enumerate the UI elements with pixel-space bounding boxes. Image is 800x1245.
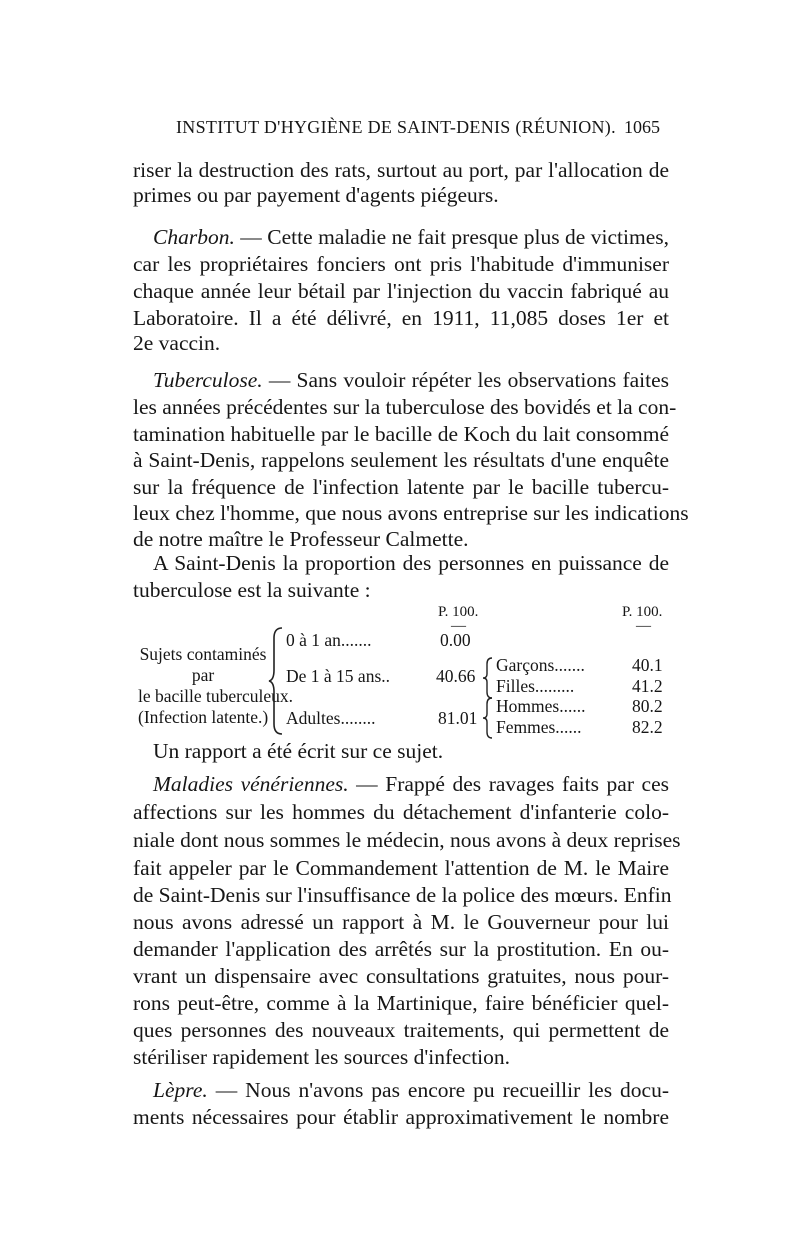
line-text: de Saint-Denis sur l'insuffisance de la police des mœurs. Enfin [133, 883, 672, 907]
text-line [133, 446, 669, 474]
line-text: fait appeler par le Commandement l'attention de M. le Maire [133, 856, 669, 880]
text-line [133, 250, 669, 278]
line-text: riser la destruction des rats, surtout au port, par l'allocation de [133, 158, 669, 182]
row-value: 0.00 [440, 630, 471, 650]
text-line [133, 908, 669, 936]
brace [482, 697, 494, 739]
line-text: nous avons adressé un rapport à M. le Gouverneur pour lui [133, 910, 669, 934]
text-line [133, 1016, 669, 1044]
text-line [133, 499, 689, 527]
text-line [133, 935, 669, 963]
sub-row-value: 80.2 [632, 696, 663, 716]
text-line [133, 576, 669, 604]
col-dash-1: — [451, 618, 466, 634]
line-text: — Sans vouloir répéter les observations faites [262, 368, 669, 392]
page-number: 1065 [624, 117, 660, 137]
text-line [133, 329, 669, 357]
sub-row-value: 82.2 [632, 717, 663, 737]
stub-line: par [191, 665, 215, 685]
line-text: vrant un dispensaire avec consultations gratuites, nous pour- [133, 964, 669, 988]
line-text: à Saint-Denis, rappelons seulement les résultats d'une enquête [133, 448, 669, 472]
line-text: ques personnes des nouveaux traitements, qui permettent de [133, 1018, 669, 1042]
text-line [133, 304, 669, 332]
text-line [133, 881, 672, 909]
row-label: De 1 à 15 ans.. [286, 666, 391, 686]
line-text: affections sur les hommes du détachement d'infanterie colo- [133, 800, 669, 824]
section-lead: Maladies vénériennes. [153, 772, 349, 796]
line-text: rons peut-être, comme à la Martinique, faire bénéficier quel- [133, 991, 669, 1015]
row-label: 0 à 1 an....... [286, 630, 372, 650]
text-line [153, 770, 669, 798]
line-text: stériliser rapidement les sources d'infection. [133, 1045, 511, 1069]
text-line [133, 277, 669, 305]
line-text: A Saint-Denis la proportion des personnes en puissance de [153, 551, 669, 575]
line-text: primes ou par payement d'agents piégeurs. [133, 183, 499, 207]
text-line [133, 420, 669, 448]
line-text: Laboratoire. Il a été délivré, en 1911, 11,085 doses 1er et [133, 306, 669, 330]
col-header-2: P. 100. [622, 604, 663, 620]
line-text: leux chez l'homme, que nous avons entreprise sur les indications [133, 501, 689, 525]
stub-line: le bacille tuberculeux. [138, 686, 293, 706]
line-text: tamination habituelle par le bacille de Koch du lait consommé [133, 422, 669, 446]
line-text: niale dont nous sommes le médecin, nous avons à deux reprises [133, 828, 681, 852]
line-text: les années précédentes sur la tuberculose des bovidés et la con- [133, 395, 677, 419]
text-line [133, 156, 669, 184]
text-line [133, 826, 681, 854]
section-lead: Lèpre. [153, 1078, 208, 1102]
line-text: demander l'application des arrêtés sur la prostitution. En ou- [133, 937, 669, 961]
line-text: tuberculose est la suivante : [133, 578, 371, 602]
sub-row-value: 41.2 [632, 676, 663, 696]
line-text: — Nous n'avons pas encore pu recueillir les docu- [207, 1078, 669, 1102]
sub-row-label: Hommes...... [496, 696, 586, 716]
section-lead: Charbon. [153, 225, 235, 249]
sub-row-label: Femmes...... [496, 717, 582, 737]
text-line [133, 989, 669, 1017]
text-line [133, 854, 669, 882]
line-text: sur la fréquence de l'infection latente par le bacille tubercu- [133, 475, 669, 499]
line-text: ments nécessaires pour établir approximativement le nombre [133, 1105, 669, 1129]
sub-row-value: 40.1 [632, 655, 663, 675]
line-text: chaque année leur bétail par l'injection du vaccin fabriqué au [133, 279, 669, 303]
row-value: 81.01 [438, 708, 478, 728]
text-line [153, 366, 669, 394]
running-header: INSTITUT D'HYGIÈNE DE SAINT-DENIS (RÉUNION). [176, 117, 616, 137]
sub-row-label: Garçons....... [496, 655, 585, 675]
table-stub [138, 644, 293, 728]
text-line [133, 393, 677, 421]
text-line [153, 223, 669, 251]
text-line [133, 1043, 669, 1071]
brace [482, 657, 494, 699]
text-line [153, 549, 669, 577]
line-text: 2e vaccin. [133, 331, 221, 355]
text-line [133, 1103, 669, 1131]
col-header-1: P. 100. [438, 604, 479, 620]
brace [268, 626, 284, 736]
line-text: de notre maître le Professeur Calmette. [133, 527, 469, 551]
line-text: — Cette maladie ne fait presque plus de victimes, [234, 225, 669, 249]
stub-line: Sujets contaminés [139, 644, 267, 664]
table-note: Un rapport a été écrit sur ce sujet. [153, 739, 444, 763]
row-label: Adultes........ [286, 708, 376, 728]
line-text: — Frappé des ravages faits par ces [348, 772, 669, 796]
row-value: 40.66 [436, 666, 476, 686]
text-line [153, 1076, 669, 1104]
text-line [133, 473, 669, 501]
section-lead: Tuberculose. [153, 368, 263, 392]
col-dash-2: — [636, 618, 651, 634]
stub-line: (Infection latente.) [138, 707, 269, 727]
text-line [133, 798, 669, 826]
text-line [133, 962, 669, 990]
line-text: car les propriétaires fonciers ont pris l'habitude d'immuniser [133, 252, 669, 276]
sub-row-label: Filles......... [496, 676, 575, 696]
text-line [133, 181, 669, 209]
